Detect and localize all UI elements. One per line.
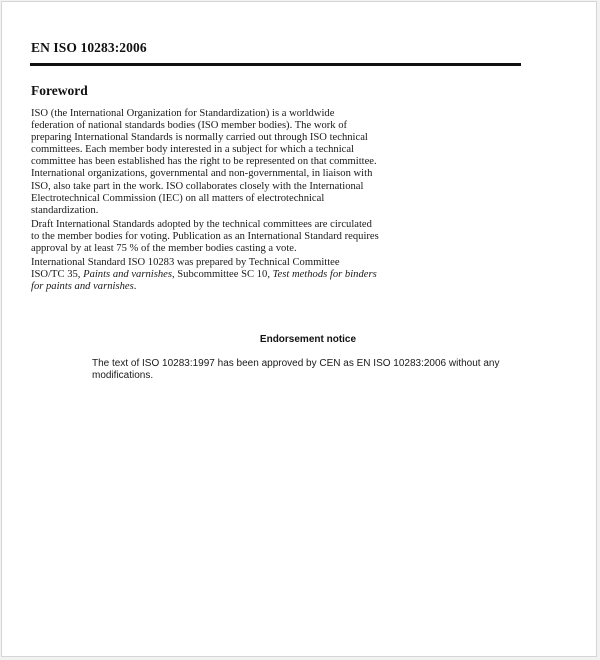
document-page xyxy=(1,1,597,657)
text-line: ISO, also take part in the work. ISO collaborates closely with the International xyxy=(31,180,364,192)
text-line xyxy=(31,281,421,293)
text-line: federation of national standards bodies (ISO member bodies). The work of xyxy=(31,120,348,132)
endorsement-notice-heading: Endorsement notice xyxy=(259,334,357,345)
text-line: committees. Each member body interested in a subject for which a technical xyxy=(31,144,354,156)
text-line: preparing International Standards is normally carried out through ISO technical xyxy=(31,132,368,144)
foreword-paragraph-2 xyxy=(31,219,421,255)
text-line: International Standard ISO 10283 was prepared by Technical Committee xyxy=(31,257,340,269)
text-line xyxy=(31,269,421,281)
text-segment: . xyxy=(133,281,137,293)
text-line: committee has been established has the right to be represented on that committee. xyxy=(31,156,377,168)
foreword-paragraph-1 xyxy=(31,108,421,217)
text-line: Electrotechnical Commission (IEC) on all matters of electrotechnical xyxy=(31,192,325,204)
text-line: International organizations, governmental and non-governmental, in liaison with xyxy=(31,168,373,180)
text-line: to the member bodies for voting. Publication as an International Standard requires xyxy=(31,230,379,242)
foreword-heading: Foreword xyxy=(31,83,88,98)
text-line: ISO (the International Organization for Standardization) is a worldwide xyxy=(31,108,335,119)
header-rule xyxy=(30,63,521,66)
text-line: modifications. xyxy=(92,370,154,382)
document-identifier: EN ISO 10283:2006 xyxy=(31,40,147,55)
italic-title-test-methods: Test methods for binders xyxy=(272,269,377,281)
text-line: approval by at least 75 % of the member bodies casting a vote. xyxy=(31,243,297,255)
text-line: Draft International Standards adopted by the technical committees are circulated xyxy=(31,218,372,230)
text-segment: ISO/TC 35, xyxy=(31,269,84,281)
text-line: standardization. xyxy=(31,204,99,216)
endorsement-notice-text xyxy=(92,358,532,382)
italic-title-paints: Paints and varnishes xyxy=(83,269,172,281)
text-line: The text of ISO 10283:1997 has been approved by CEN as EN ISO 10283:2006 without any xyxy=(92,358,500,369)
text-segment: , Subcommittee SC 10, xyxy=(171,269,273,281)
foreword-body xyxy=(31,108,421,295)
italic-title-continuation: for paints and varnishes xyxy=(31,281,134,293)
foreword-paragraph-3 xyxy=(31,257,421,293)
